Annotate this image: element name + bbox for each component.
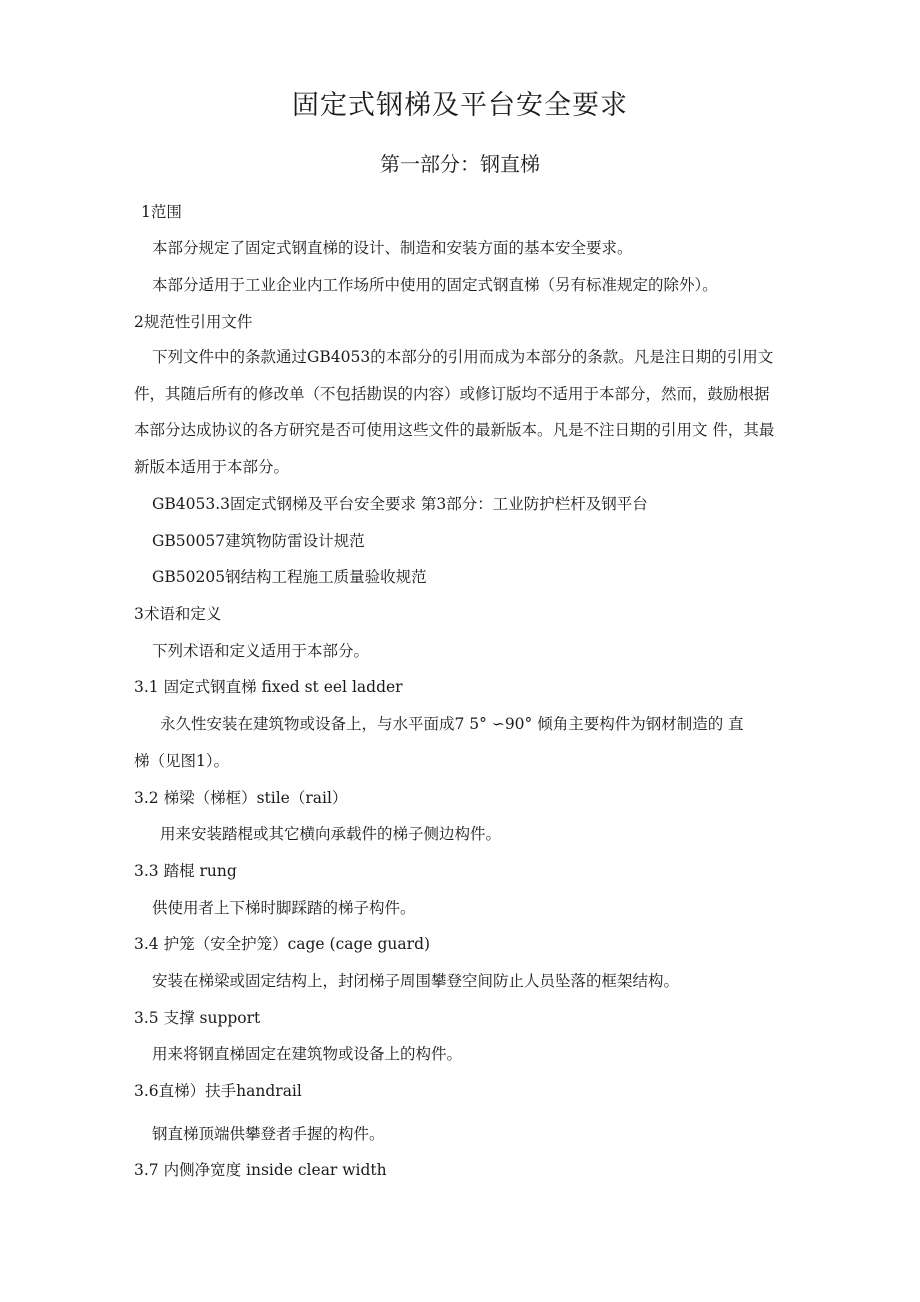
term-3-6-heading: 3.6直梯）扶手handrail: [134, 1082, 302, 1100]
document-subtitle: 第一部分：钢直梯: [380, 152, 540, 176]
reference-item: GB50205钢结构工程施工质量验收规范: [152, 568, 427, 586]
reference-item: GB50057建筑物防雷设计规范: [152, 532, 365, 550]
section-2-paragraph: 下列文件中的条款通过GB4053的本部分的引用而成为本部分的条款。凡是注日期的引用文件，其随后所有的修改单（不包括勘误的内容）或修订版均不适用于本部分，然而，鼓励根据本部分达成协议的各方研究是否可使用这些文件的最新版本。凡是不注日期的引用文 件，其最新版本适用于本部分。: [134, 348, 775, 476]
term-3-1-heading: 3.1 固定式钢直梯 fixed st eel ladder: [134, 678, 403, 696]
term-3-5-heading: 3.5 支撑 support: [134, 1009, 261, 1027]
section-3-intro: 下列术语和定义适用于本部分。: [152, 642, 370, 660]
term-3-4-definition: 安装在梯梁或固定结构上，封闭梯子周围攀登空间防止人员坠落的框架结构。: [152, 972, 680, 990]
document-title: 固定式钢梯及平台安全要求: [292, 90, 628, 121]
section-1-paragraph-2: 本部分适用于工业企业内工作场所中使用的固定式钢直梯（另有标准规定的除外）。: [152, 276, 718, 294]
section-1-heading: 1范围: [141, 203, 182, 221]
section-1-paragraph-1: 本部分规定了固定式钢直梯的设计、制造和安装方面的基本安全要求。: [152, 239, 633, 257]
term-3-3-definition: 供使用者上下梯时脚踩踏的梯子构件。: [152, 899, 416, 917]
term-3-1-definition-continued: 梯（见图1）。: [134, 752, 230, 770]
section-3-heading: 3术语和定义: [134, 605, 222, 623]
term-3-7-heading: 3.7 内侧净宽度 inside clear width: [134, 1161, 387, 1179]
section-2-heading: 2规范性引用文件: [134, 313, 253, 331]
reference-item: GB4053.3固定式钢梯及平台安全要求 第3部分：工业防护栏杆及钢平台: [152, 495, 648, 513]
term-3-6-definition: 钢直梯顶端供攀登者手握的构件。: [152, 1125, 385, 1143]
term-3-5-definition: 用来将钢直梯固定在建筑物或设备上的构件。: [152, 1045, 463, 1063]
term-3-4-heading: 3.4 护笼（安全护笼）cage (cage guard): [134, 935, 431, 953]
term-3-2-definition: 用来安装踏棍或其它横向承载件的梯子侧边构件。: [160, 825, 502, 843]
term-3-2-heading: 3.2 梯梁（梯框）stile（rail）: [134, 789, 348, 807]
term-3-1-definition: 永久性安装在建筑物或设备上，与水平面成7 5° ∽90° 倾角主要构件为钢材制造的 直: [160, 715, 744, 733]
term-3-3-heading: 3.3 踏棍 rung: [134, 862, 237, 880]
